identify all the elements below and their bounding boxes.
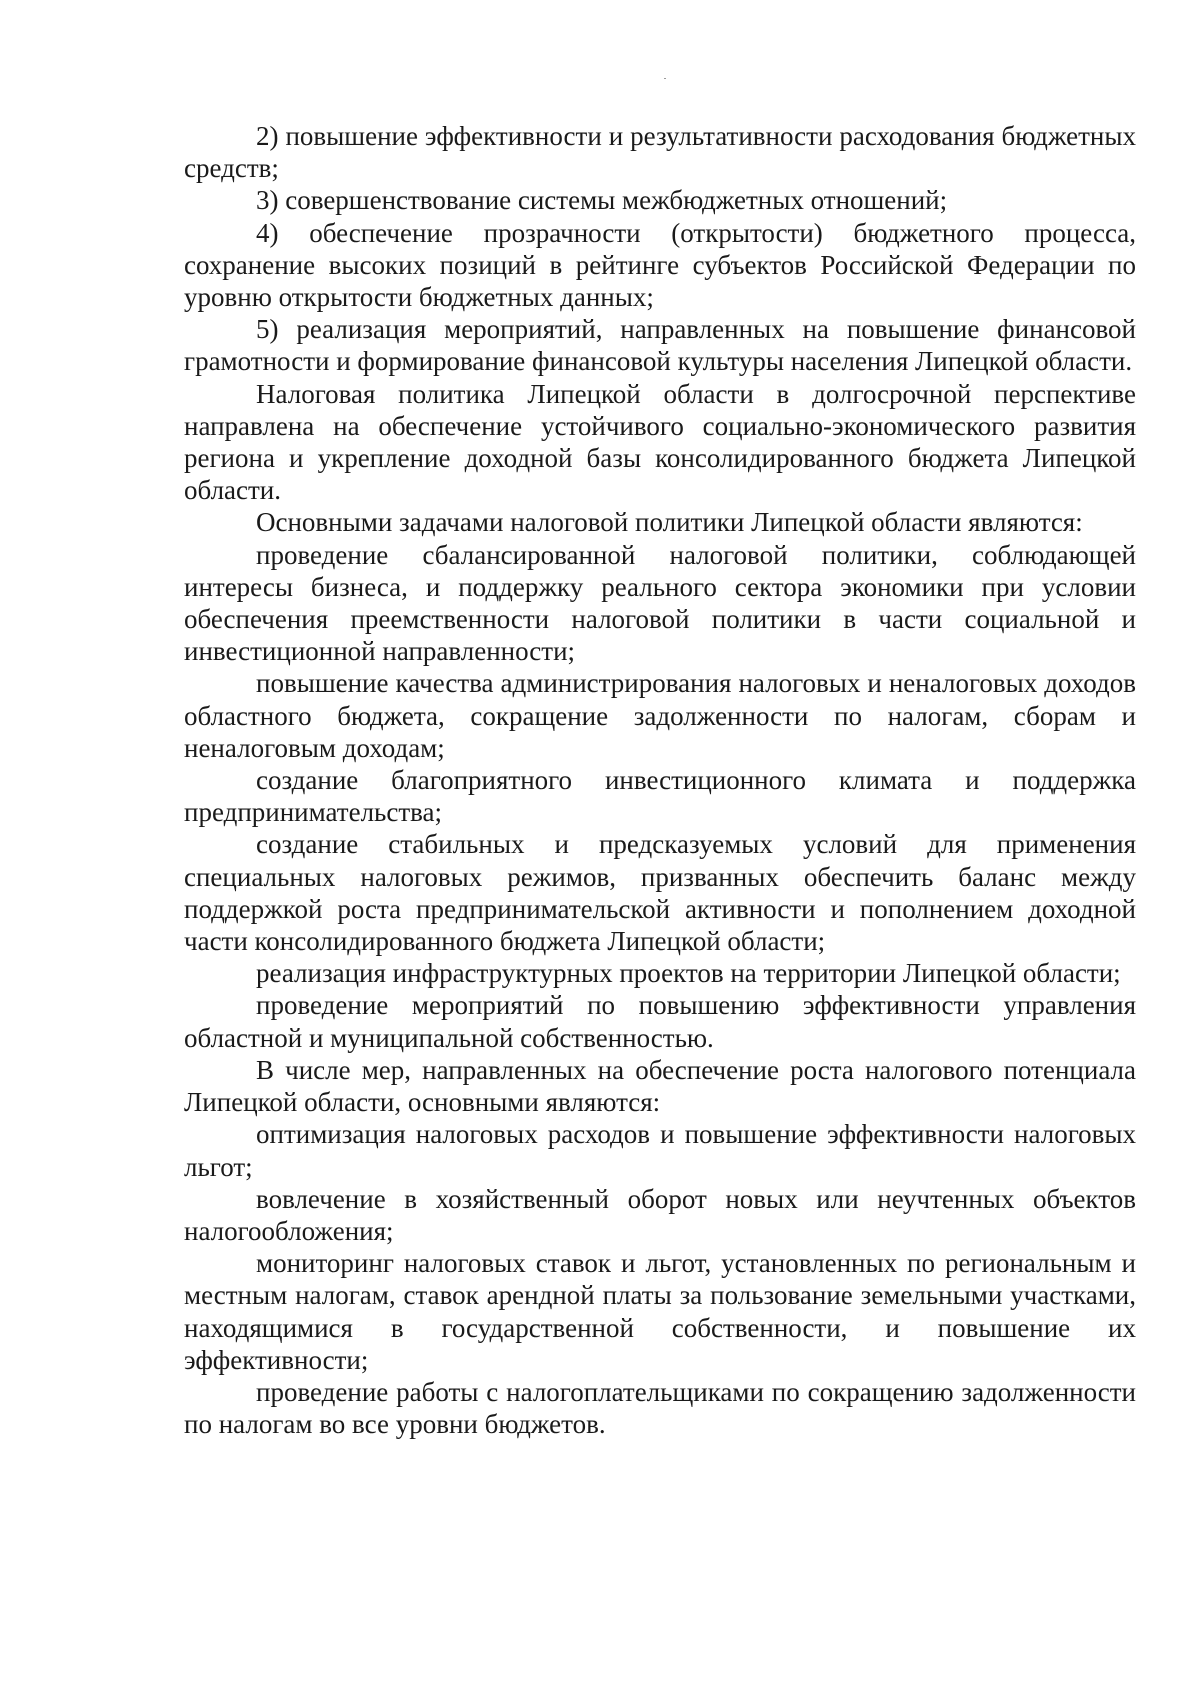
- paragraph-budget-transparency: 4) обеспечение прозрачности (открытости) бюджетного процесса, сохранение высоких позиций в рейтинге субъектов Российской Федерации по уровню открытости бюджетных данных;: [184, 217, 1136, 313]
- document-body: [184, 120, 1136, 1440]
- paragraph-tax-expenses: оптимизация налоговых расходов и повышение эффективности налоговых льгот;: [184, 1119, 1136, 1182]
- paragraph-tax-policy-intro: Налоговая политика Липецкой области в долгосрочной перспективе направлена на обеспечение устойчивого социально-экономического развития региона и укрепление доходной базы консолидированного бюджета Липецкой области.: [184, 378, 1136, 506]
- paragraph-special-tax-regimes: создание стабильных и предсказуемых условий для применения специальных налоговых режимов, призванных обеспечить баланс между поддержкой роста предпринимательской активности и пополнением доходной части консолидированного бюджета Липецкой области;: [184, 829, 1136, 957]
- paragraph-tax-policy-tasks: Основными задачами налоговой политики Липецкой области являются:: [256, 507, 1083, 538]
- paragraph-investment-climate: создание благоприятного инвестиционного климата и поддержка предпринимательства;: [184, 765, 1136, 828]
- paragraph-financial-literacy: 5) реализация мероприятий, направленных на повышение финансовой грамотности и формирование финансовой культуры населения Липецкой области.: [184, 314, 1136, 377]
- paragraph-interbudget-relations: 3) совершенствование системы межбюджетных отношений;: [256, 185, 948, 216]
- paragraph-infrastructure-projects: реализация инфраструктурных проектов на территории Липецкой области;: [256, 958, 1121, 989]
- paragraph-tax-rate-monitoring: мониторинг налоговых ставок и льгот, установленных по региональным и местным налогам, ставок арендной платы за пользование земельными участками, находящимися в государственной собственности, и повышение их эффективности;: [184, 1248, 1136, 1375]
- paragraph-budget-efficiency: 2) повышение эффективности и результативности расходования бюджетных средств;: [184, 121, 1136, 184]
- paragraph-tax-potential-measures: В числе мер, направленных на обеспечение роста налогового потенциала Липецкой области, основными являются:: [184, 1054, 1136, 1118]
- paragraph-balanced-tax-policy: проведение сбалансированной налоговой политики, соблюдающей интересы бизнеса, и поддержку реального сектора экономики при условии обеспечения преемственности налоговой политики в части социальной и инвестиционной направленности;: [184, 539, 1136, 667]
- scan-speck: [664, 78, 666, 79]
- paragraph-property-management: проведение мероприятий по повышению эффективности управления областной и муниципальной собственностью.: [184, 990, 1136, 1053]
- paragraph-tax-debt-reduction: проведение работы с налогоплательщиками по сокращению задолженности по налогам во все уровни бюджетов.: [184, 1376, 1136, 1440]
- paragraph-tax-administration: повышение качества администрирования налоговых и неналоговых доходов областного бюджета, сокращение задолженности по налогам, сборам и неналоговым доходам;: [184, 668, 1136, 763]
- paragraph-new-taxable-objects: вовлечение в хозяйственный оборот новых или неучтенных объектов налогообложения;: [184, 1183, 1136, 1246]
